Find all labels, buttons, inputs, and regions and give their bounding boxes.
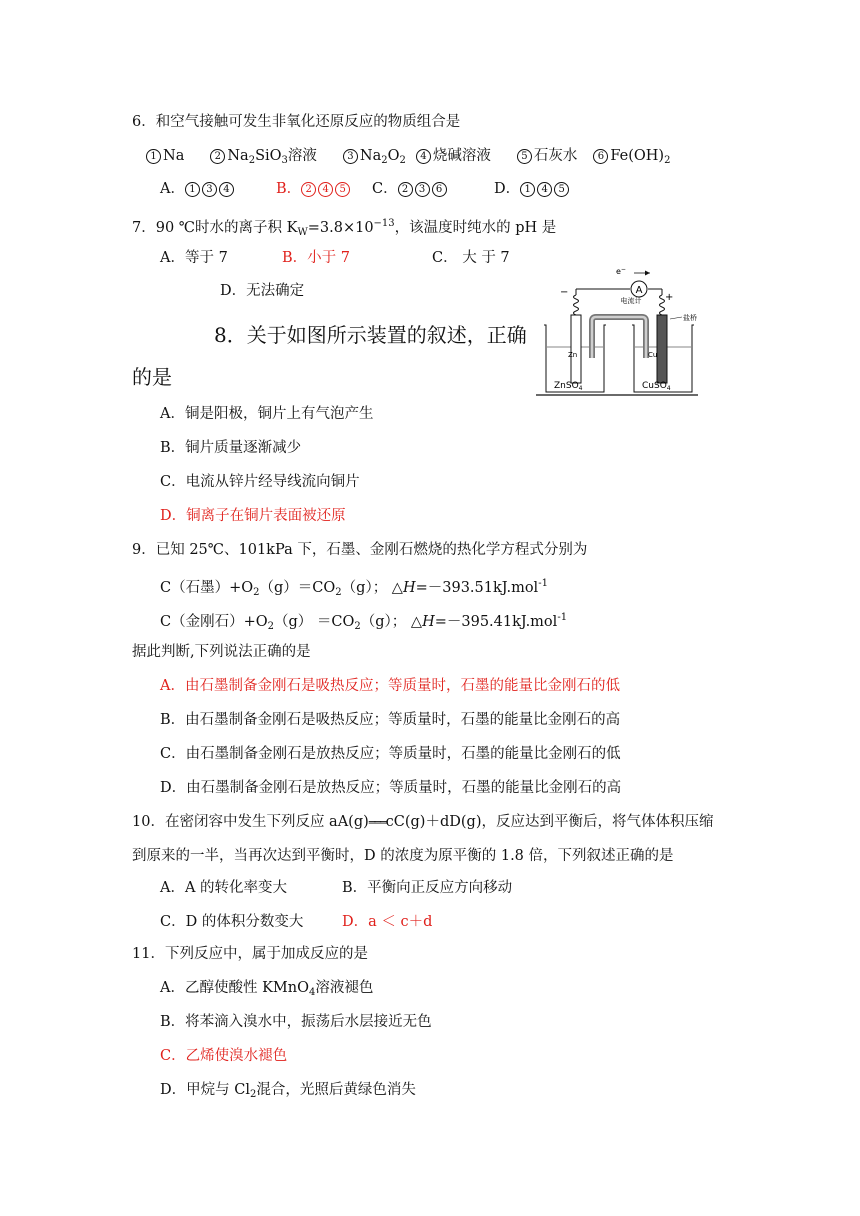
salt-bridge-inner: [592, 317, 646, 358]
q11-option-d[interactable]: D．甲烷与 $Cl_2$混合，光照后黄绿色消失: [160, 1082, 416, 1100]
q8-option-b[interactable]: B．铜片质量逐渐减少: [160, 440, 302, 456]
plus-terminal: +: [665, 292, 674, 303]
electron-label: e−: [616, 266, 626, 276]
q9-option-a[interactable]: A．由石墨制备金刚石是吸热反应；等质量时，石墨的能量比金刚石的低: [160, 678, 620, 694]
q9-stem: 9．已知 25℃、101kPa 下，石墨、金刚石燃烧的热化学方程式分别为: [132, 542, 588, 558]
q8-stem-line2: 的是: [132, 365, 172, 389]
q6-item-4: 4 烧碱溶液: [416, 146, 491, 166]
q6-item-1: 1 Na: [146, 146, 184, 166]
q7-option-d[interactable]: D．无法确定: [220, 283, 305, 299]
salt-bridge-tube: [592, 317, 646, 358]
q7-options: [160, 248, 510, 268]
q8-option-c[interactable]: C．电流从锌片经导线流向铜片: [160, 474, 360, 490]
q9-option-d[interactable]: D．由石墨制备金刚石是放热反应；等质量时，石墨的能量比金刚石的高: [160, 780, 622, 796]
electron-arrow-head: [645, 271, 650, 276]
copper-label: Cu: [648, 351, 658, 359]
zinc-label: Zn: [568, 351, 578, 359]
q6-option-d[interactable]: D． 1 4 5: [494, 179, 571, 199]
left-solution-label: ZnSO$_4$: [554, 381, 583, 392]
q6-item-6: 6 $Fe(OH)_2$: [593, 146, 670, 171]
q8-stem-line1: 8．关于如图所示装置的叙述，正确: [214, 323, 527, 347]
q10-option-d[interactable]: D．a ＜ c＋d: [342, 914, 433, 930]
minus-terminal: −: [560, 287, 569, 298]
copper-electrode: [657, 315, 667, 383]
q9-option-b[interactable]: B．由石墨制备金刚石是吸热反应；等质量时，石墨的能量比金刚石的高: [160, 712, 621, 728]
q6-option-a[interactable]: A． 1 3 4: [160, 179, 276, 199]
q10-options-row1: [160, 878, 512, 898]
q6-options: [160, 179, 571, 199]
left-spring: [574, 295, 579, 315]
q10-option-b[interactable]: B．平衡向正反应方向移动: [342, 880, 513, 896]
q11-option-a[interactable]: A．乙醇使酸性 KMnO$_4$溶液褪色: [160, 980, 374, 998]
q11-stem: 11．下列反应中，属于加成反应的是: [132, 946, 368, 962]
q10-stem-line1: 10．在密闭容中发生下列反应 aA(g)═══cC(g)＋dD(g)，反应达到平衡后，将气体体积压缩: [132, 814, 714, 830]
q10-options-row2: [160, 912, 432, 932]
q10-option-c[interactable]: C．D 的体积分数变大: [160, 914, 304, 930]
q6-item-2: 2 $Na_2SiO_3$溶液: [210, 146, 317, 171]
q7-stem: 7．90 ℃时水的离子积 $K_W=3.8\times 10^{-13}$，该温度时纯水的 pH 是: [132, 218, 557, 238]
q6-item-5: 5 石灰水: [517, 146, 578, 166]
q7-option-c[interactable]: C． 大 于 7: [432, 250, 510, 266]
galvanic-cell-diagram: [532, 265, 702, 400]
q6-option-b[interactable]: B． 2 4 5: [276, 179, 372, 199]
zinc-electrode: [571, 315, 581, 383]
q9-equation-1: C（石墨）$+O_2(g)=CO_2(g)$； △H=－393.51kJ.mol$^{-1}$: [160, 578, 548, 598]
right-spring: [660, 295, 665, 315]
salt-bridge-pointer: [670, 317, 682, 319]
q9-judge: 据此判断,下列说法正确的是: [132, 644, 311, 660]
q10-stem-line2: 到原来的一半，当再次达到平衡时，D 的浓度为原平衡的 1.8 倍，下列叙述正确的是: [132, 848, 674, 864]
q7-option-b[interactable]: B．小于 7: [282, 250, 350, 266]
q11-option-b[interactable]: B．将苯滴入溴水中，振荡后水层接近无色: [160, 1014, 432, 1030]
q10-option-a[interactable]: A．A 的转化率变大: [160, 880, 288, 896]
ammeter-label: 电流计: [620, 297, 642, 305]
q6-item-3: 3 $Na_2O_2$: [343, 146, 406, 171]
q6-items: [146, 146, 670, 171]
q11-option-c[interactable]: C．乙烯使溴水褪色: [160, 1048, 288, 1064]
q9-option-c[interactable]: C．由石墨制备金刚石是放热反应；等质量时，石墨的能量比金刚石的低: [160, 746, 621, 762]
q8-option-d[interactable]: D．铜离子在铜片表面被还原: [160, 508, 346, 524]
q6-stem: 6．和空气接触可发生非氧化还原反应的物质组合是: [132, 114, 461, 130]
q6-option-c[interactable]: C． 2 3 6: [372, 179, 494, 199]
q8-option-a[interactable]: A．铜是阳极，铜片上有气泡产生: [160, 406, 374, 422]
ammeter-symbol: A: [635, 285, 643, 296]
q7-option-a[interactable]: A．等于 7: [160, 250, 228, 266]
salt-bridge-label: 盐桥: [683, 314, 697, 322]
right-solution-label: CuSO$_4$: [642, 381, 671, 392]
q9-equation-2: C（金刚石）$+O_2(g) =CO_2(g)$； △H=－395.41kJ.mol$^{-1}$: [160, 612, 568, 632]
